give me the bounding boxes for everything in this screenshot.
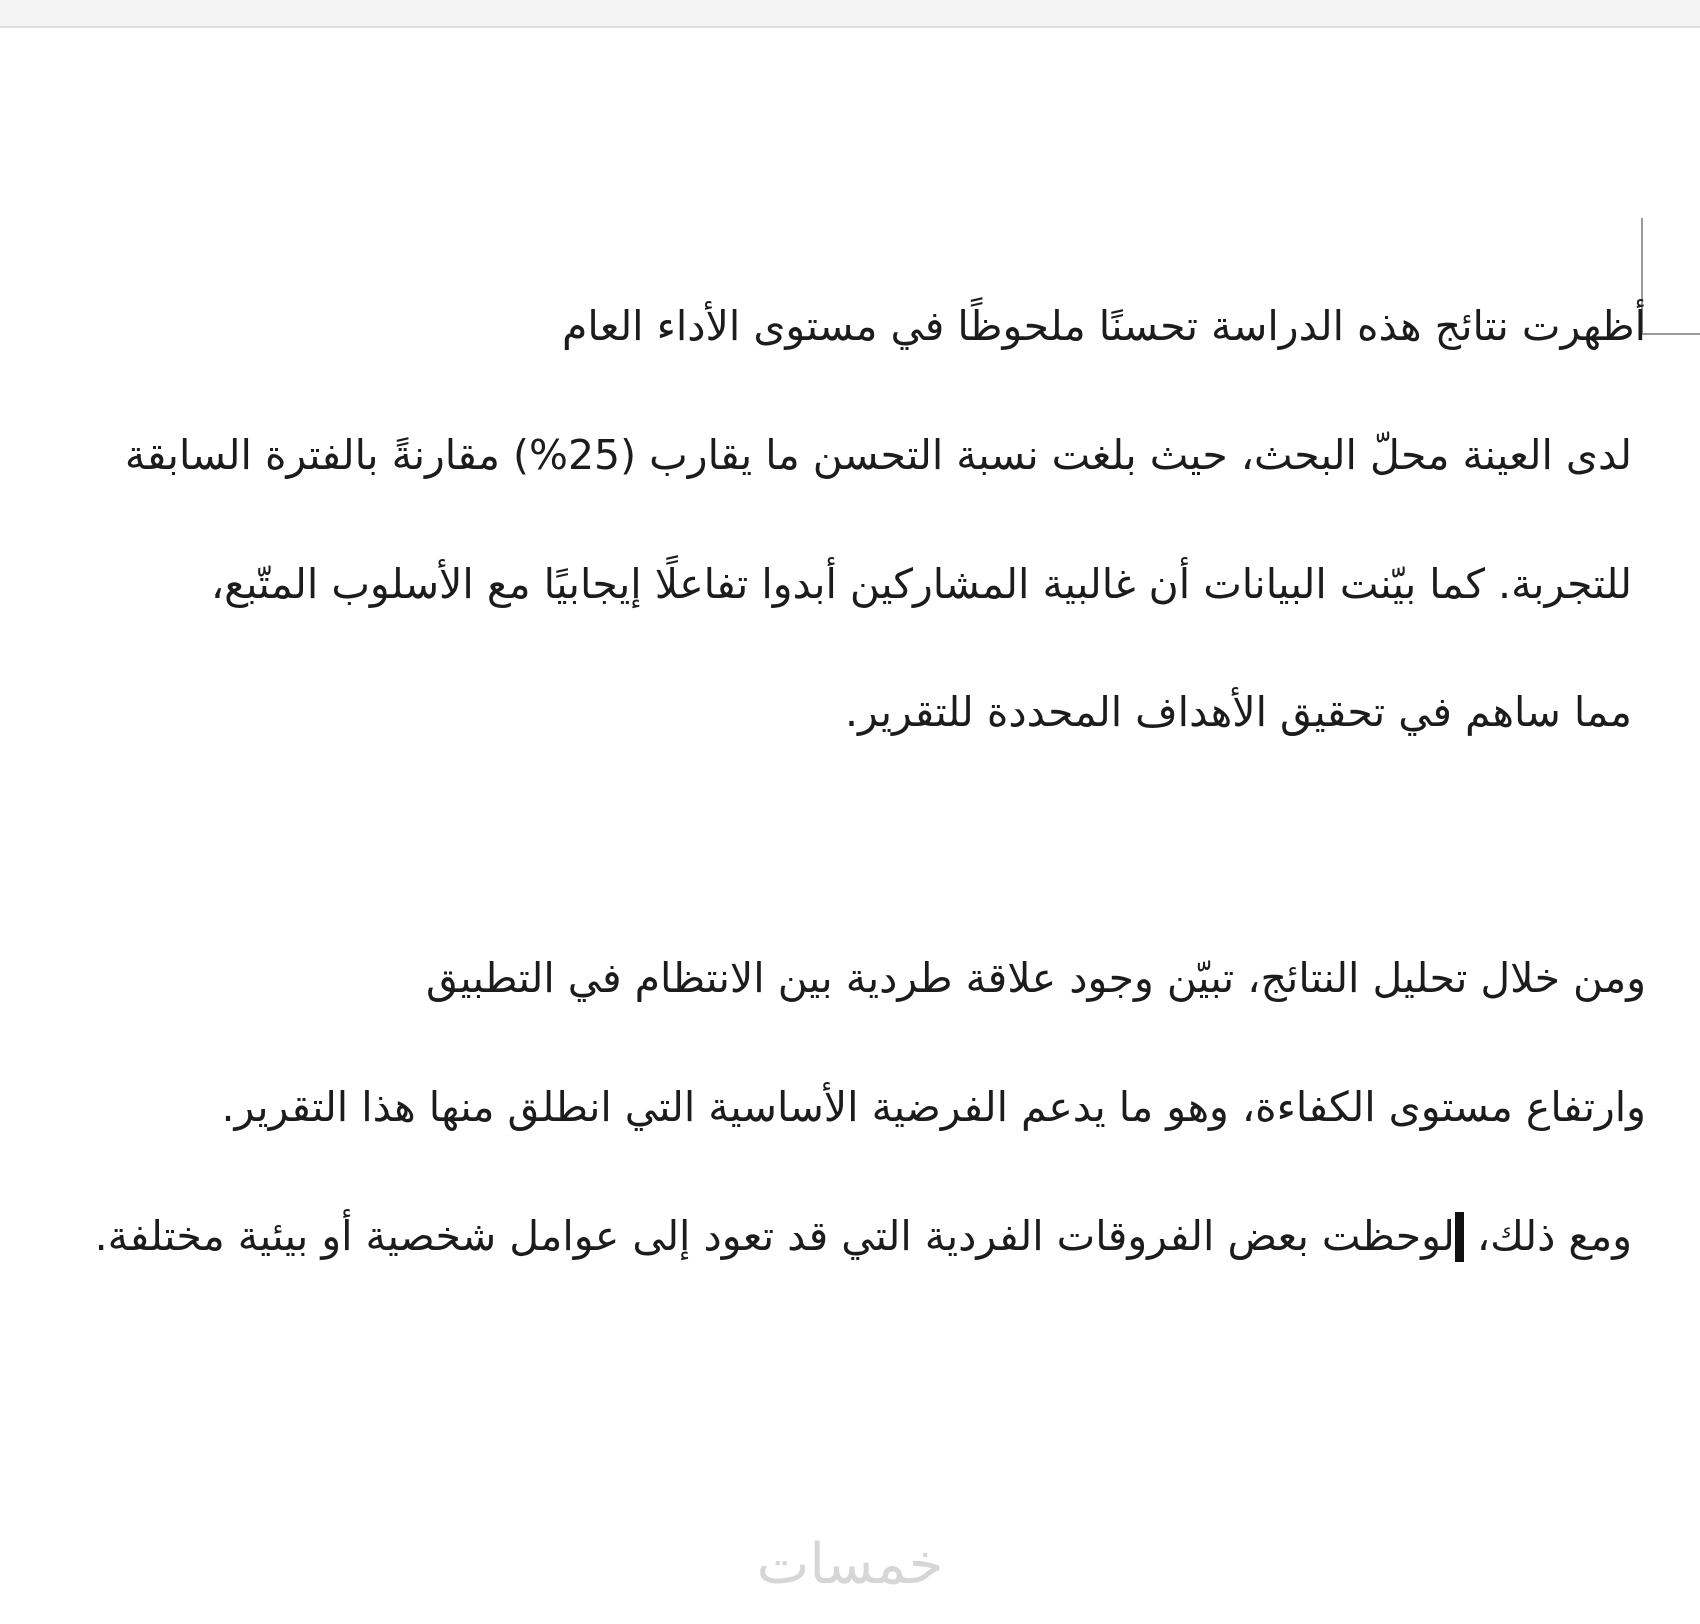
page-margin-marker-horizontal (1641, 333, 1700, 335)
paragraph-1-line-2: لدى العينة محلّ البحث، حيث بلغت نسبة التحسن ما يقارب (25%) مقارنةً بالفترة السابقة (124, 431, 1632, 479)
watermark-logo: خمسات (756, 1532, 944, 1597)
text-cursor (1455, 1212, 1464, 1262)
paragraph-2-line-1: ومن خلال تحليل النتائج، تبيّن وجود علاقة طردية بين الانتظام في التطبيق (425, 954, 1646, 1002)
paragraph-1-line-4: مما ساهم في تحقيق الأهداف المحددة للتقرير. (844, 688, 1632, 736)
paragraph-1-line-3: للتجربة. كما بيّنت البيانات أن غالبية المشاركين أبدوا تفاعلًا إيجابيًا مع الأسلوب المتّبع، (210, 560, 1632, 608)
text-before-cursor: ومع ذلك، (1463, 1212, 1632, 1260)
document-page[interactable] (0, 30, 1700, 1624)
paragraph-2-line-2: وارتفاع مستوى الكفاءة، وهو ما يدعم الفرضية الأساسية التي انطلق منها هذا التقرير. (221, 1083, 1646, 1131)
text-after-cursor: لوحظت بعض الفروقات الفردية التي قد تعود إلى عوامل شخصية أو بيئية مختلفة. (94, 1212, 1455, 1260)
paragraph-1-line-1: أظهرت نتائج هذه الدراسة تحسنًا ملحوظًا في مستوى الأداء العام (562, 302, 1646, 350)
paragraph-2-line-3 (95, 1206, 1632, 1266)
editor-top-bar (0, 0, 1700, 28)
